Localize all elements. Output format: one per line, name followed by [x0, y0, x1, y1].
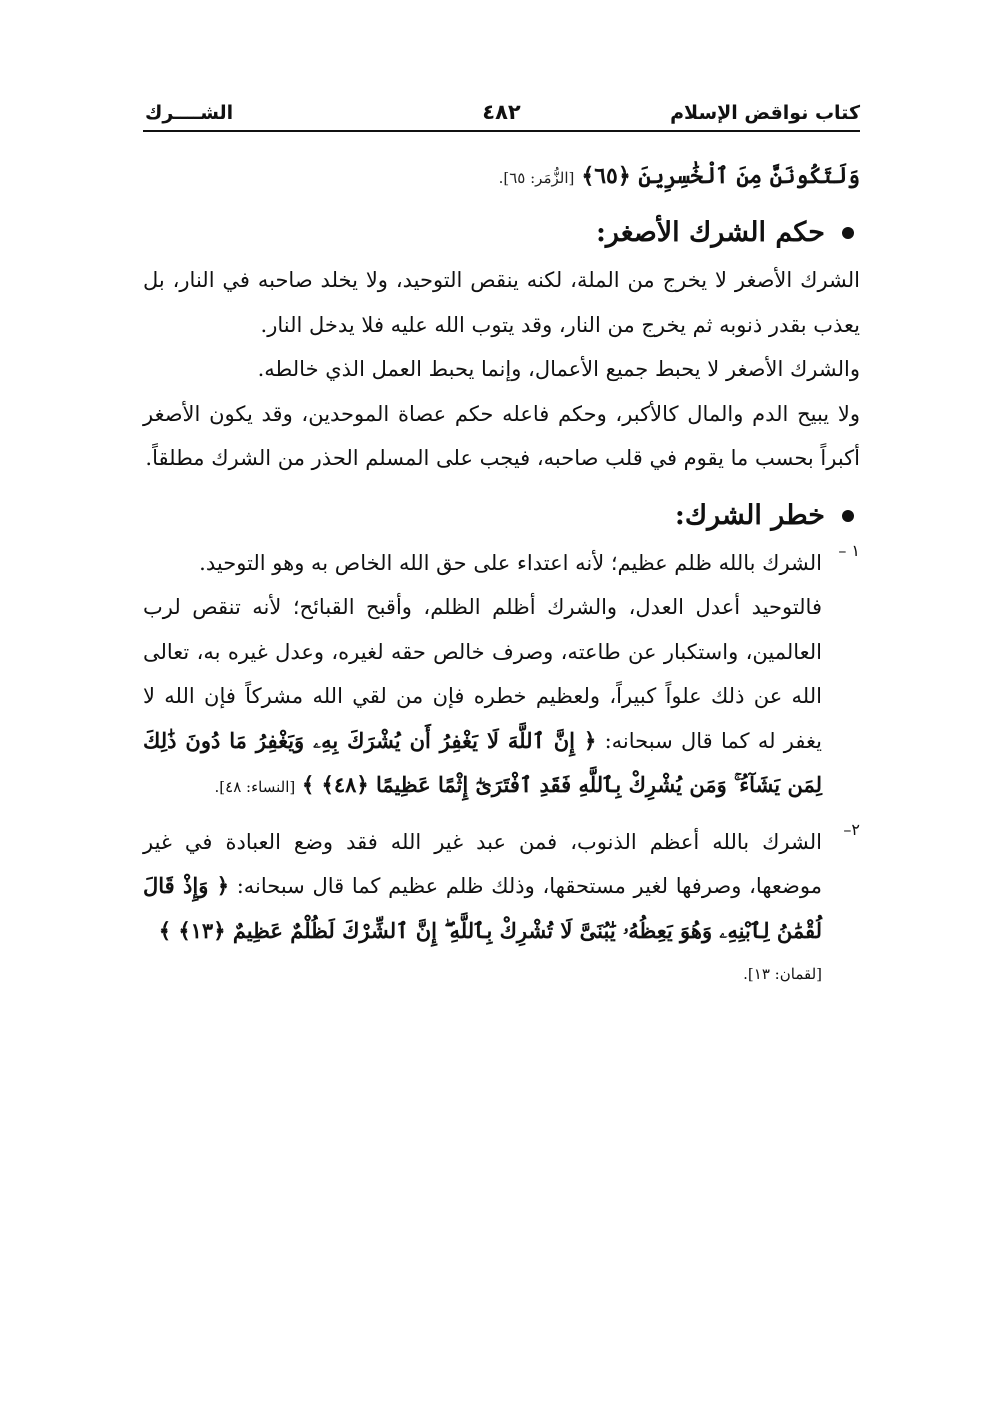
- bullet-icon: [842, 227, 854, 239]
- item-2-verse-ref: [لقمان: ١٣].: [743, 965, 822, 983]
- item-1-text: الشرك بالله ظلم عظيم؛ لأنه اعتداء على حق الله الخاص به وهو التوحيد.: [199, 550, 822, 575]
- item-2-text-body: الشرك بالله أعظم الذنوب، فمن عبد غير الله فقد وضع العبادة في غير موضعها، وصرفها لغير مستحقها، وذلك ظلم عظيم كما قال سبحانه:: [143, 829, 822, 898]
- book-title: كتاب نواقض الإسلام: [670, 102, 860, 124]
- item-1-verse: ﴿ إِنَّ ٱللَّهَ لَا يَغْفِرُ أَن يُشْرَكَ بِهِۦ وَيَغْفِرُ مَا دُونَ ذَٰلِكَ لِمَن يَشَآءُ ۚ وَمَن يُشْرِكْ بِٱللَّهِ فَقَدِ ٱفْتَرَىٰٓ إِثْمًا عَظِيمًا ﴿٤٨﴾ ﴾: [143, 727, 822, 797]
- page-number: ٤٨٢: [482, 100, 521, 124]
- numbered-item-1: [143, 541, 860, 586]
- section-heading-ruling-text: حكم الشرك الأصغر:: [595, 217, 825, 248]
- chapter-title: الشــــرك: [145, 102, 234, 124]
- item-1-verse-ref: [النساء: ٤٨].: [214, 778, 296, 796]
- opening-verse: [143, 156, 860, 198]
- item-1-paragraph: [143, 585, 860, 810]
- item-1-paragraph-text: فالتوحيد أعدل العدل، والشرك أظلم الظلم، وأقبح القبائح؛ لأنه تنقص لرب العالمين، واستكبار عن طاعته، وصرف خالص حقه لغيره، وعدل غيره به، تعالى الله عن ذلك علواً كبيراً، ولعظيم خطره فإن من لقي الله مشركاً فإن الله لا يغفر له كما قال سبحانه:: [143, 595, 822, 753]
- page-header: [143, 96, 860, 130]
- paragraph-ruling-2: والشرك الأصغر لا يحبط جميع الأعمال، وإنما يحبط العمل الذي خالطه.: [257, 357, 860, 381]
- opening-verse-ref: [الزُّمَر: ٦٥].: [498, 169, 575, 187]
- book-page: [143, 96, 860, 991]
- bullet-icon: [842, 510, 854, 522]
- paragraph-ruling-3: ولا يبيح الدم والمال كالأكبر، وحكم فاعله حكم عصاة الموحدين، وقد يكون الأصغر أكبراً بحسب ما يقوم في قلب صاحبه، فيجب على المسلم الحذر من الشرك مطلقاً.: [143, 401, 860, 470]
- opening-verse-text: وَلَتَكُونَنَّ مِنَ ٱلْخَٰسِرِينَ ﴿٦٥﴾: [581, 163, 860, 189]
- item-number-1: ١ –: [838, 540, 860, 560]
- item-2-verse: ﴿ وَإِذْ قَالَ لُقْمَٰنُ لِٱبْنِهِۦ وَهُوَ يَعِظُهُۥ يَٰبُنَىَّ لَا تُشْرِكْ بِٱللَّهِ ۖ إِنَّ ٱلشِّرْكَ لَظُلْمٌ عَظِيمٌ ﴿١٣﴾ ﴾: [143, 873, 822, 943]
- item-2-text: [143, 820, 822, 954]
- section-heading-danger: [143, 491, 860, 541]
- section-heading-ruling: [143, 208, 860, 258]
- numbered-item-2: [143, 820, 860, 954]
- header-rule: [143, 130, 860, 132]
- paragraph-ruling-1: الشرك الأصغر لا يخرج من الملة، لكنه ينقص التوحيد، ولا يخلد صاحبه في النار، بل يعذب بقدر ذنوبه ثم يخرج من النار، وقد يتوب الله عليه فلا يدخل النار.: [143, 268, 860, 337]
- section-heading-danger-text: خطر الشرك:: [674, 499, 825, 531]
- item-number-2: ٢–: [843, 819, 860, 839]
